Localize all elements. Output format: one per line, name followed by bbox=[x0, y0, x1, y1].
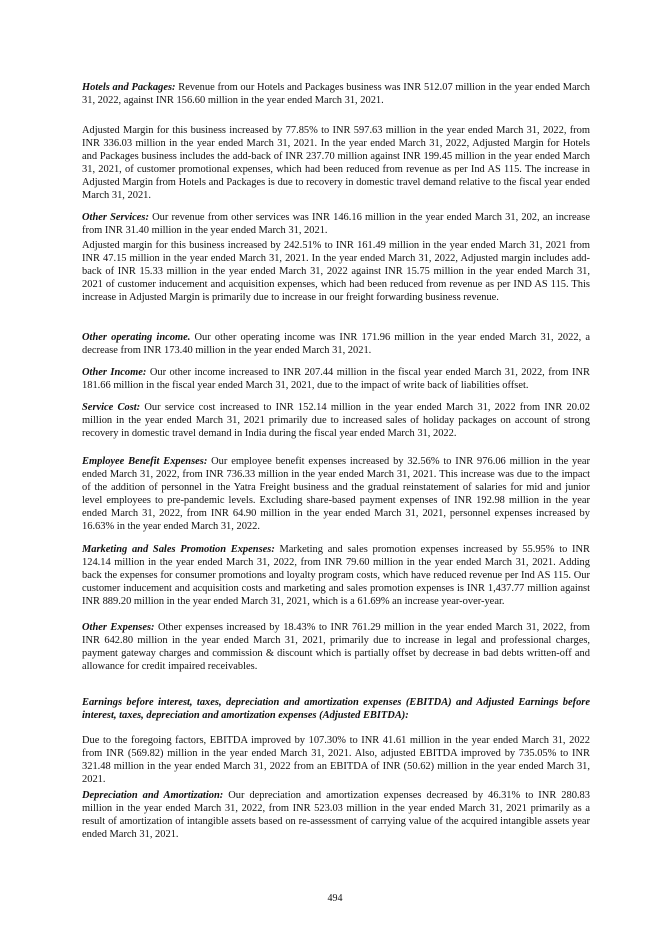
paragraph-lead: Other Expenses: bbox=[82, 622, 155, 633]
paragraph-lead: Hotels and Packages: bbox=[82, 82, 176, 93]
paragraph-lead: Depreciation and Amortization: bbox=[82, 790, 224, 801]
paragraph-body: Marketing and sales promotion expenses increased by 55.95% to INR 124.14 million in the year ended March 31, 2022, from INR 79.60 million in the year ended March 31, 2021. Adding back the expenses for consumer promotions and loyalty program costs, which have reduced revenue per Ind AS 115. Our customer inducement and acquisition costs and marketing and sales promotion expenses is INR 1,437.77 million against INR 889.20 million in the year ended March 31, 2021, which is a 61.69% an increase year-over-year. bbox=[82, 544, 590, 608]
paragraph-lead: Other Services: bbox=[82, 212, 149, 223]
paragraph-other-income bbox=[82, 366, 590, 392]
paragraph-hotels-packages bbox=[82, 81, 590, 107]
paragraph-body: Adjusted Margin for this business increased by 77.85% to INR 597.63 million in the year ended March 31, 2022, from INR 336.03 million in the year ended March 31, 2021. In the year ended March 31, 2022, Adjusted Margin for Hotels and Packages business includes the add-back of INR 237.70 million against INR 199.45 million in the year ended March 31, 2021, of customer promotional expenses, which had been reduced from revenue as per Ind AS 115. The increase in Adjusted Margin from Hotels and Packages is due to recovery in domestic travel demand relative to the fiscal year ended March 31, 2021. bbox=[82, 125, 590, 202]
paragraph-lead: Marketing and Sales Promotion Expenses: bbox=[82, 544, 275, 555]
paragraph-other-services-adjusted-margin bbox=[82, 239, 590, 304]
paragraph-depreciation bbox=[82, 789, 590, 841]
paragraph-body: Our service cost increased to INR 152.14 million in the year ended March 31, 2022 from INR 20.02 million in the year ended March 31, 2021 primarily due to increased sales of holiday packages on account of strong recovery in domestic travel demand in India during the fiscal year ended March 31, 2022. bbox=[82, 402, 590, 440]
paragraph-lead: Service Cost: bbox=[82, 402, 141, 413]
paragraph-other-services bbox=[82, 211, 590, 237]
paragraph-body: Our revenue from other services was INR 146.16 million in the year ended March 31, 202, an increase from INR 31.40 million in the year ended March 31, 2021. bbox=[82, 212, 590, 237]
paragraph-other-operating-income bbox=[82, 331, 590, 357]
heading-text: Earnings before interest, taxes, depreciation and amortization expenses (EBITDA) and Adjusted Earnings before interest, taxes, depreciation and amortization expenses (Adjusted EBITDA): bbox=[82, 697, 590, 722]
paragraph-lead: Other Income: bbox=[82, 367, 147, 378]
paragraph-ebitda bbox=[82, 734, 590, 786]
paragraph-service-cost bbox=[82, 401, 590, 440]
page-number: 494 bbox=[327, 893, 343, 904]
paragraph-body: Our other income increased to INR 207.44 million in the fiscal year ended March 31, 2022, from INR 181.66 million in the fiscal year ended March 31, 2021, due to the impact of write back of liabilities offset. bbox=[82, 367, 590, 392]
paragraph-lead: Other operating income. bbox=[82, 332, 191, 343]
paragraph-hotels-adjusted-margin bbox=[82, 124, 590, 203]
paragraph-body: Our employee benefit expenses increased by 32.56% to INR 976.06 million in the year ended March 31, 2022, from INR 736.33 million in the year ended March 31, 2021. This increase was due to the impact of the addition of personnel in the Yatra Freight business and the gradual reinstatement of salaries for mid and junior level employees to pre-pandemic levels. Excluding share-based payment expenses of INR 192.98 million in the year ended March 31, 2022, from INR 64.90 million in the year ended March 31, 2021, personnel expenses increased by 16.63% in the year ended March 31, 2022. bbox=[82, 456, 590, 533]
paragraph-body: Due to the foregoing factors, EBITDA improved by 107.30% to INR 41.61 million in the year ended March 31, 2022 from INR (569.82) million in the year ended March 31, 2021. Also, adjusted EBITDA improved by 735.05% to INR 321.48 million in the year ended March 31, 2022 from an EBITDA of INR (50.62) million in the year ended March 31, 2021. bbox=[82, 735, 590, 786]
paragraph-marketing bbox=[82, 543, 590, 608]
paragraph-employee-benefit bbox=[82, 455, 590, 534]
paragraph-lead: Employee Benefit Expenses: bbox=[82, 456, 208, 467]
paragraph-other-expenses bbox=[82, 621, 590, 673]
paragraph-body: Our other operating income was INR 171.96 million in the year ended March 31, 2022, a decrease from INR 173.40 million in the year ended March 31, 2021. bbox=[82, 332, 590, 357]
section-heading-ebitda bbox=[82, 696, 590, 722]
paragraph-body: Revenue from our Hotels and Packages business was INR 512.07 million in the year ended March 31, 2022, against INR 156.60 million in the year ended March 31, 2021. bbox=[82, 82, 590, 107]
paragraph-body: Other expenses increased by 18.43% to INR 761.29 million in the year ended March 31, 2022, from INR 642.80 million in the year ended March 31, 2021, primarily due to increase in legal and professional charges, payment gateway charges and commission & discount which is partially offset by decrease in bad debts written-off and allowance for credit impaired receivables. bbox=[82, 622, 590, 673]
paragraph-body: Our depreciation and amortization expenses decreased by 46.31% to INR 280.83 million in the year ended March 31, 2022, from INR 523.03 million in the year ended March 31, 2021 primarily as a result of amortization of intangible assets based on re-assessment of carrying value of the acquired intangible assets year ended March 31, 2021. bbox=[82, 790, 590, 841]
paragraph-body: Adjusted margin for this business increased by 242.51% to INR 161.49 million in the year ended March 31, 2021 from INR 47.15 million in the year ended March 31, 2021. In the year ended March 31, 2022, Adjusted margin includes add-back of INR 15.33 million in the year ended March 31, 2022 against INR 15.75 million in the year ended March 31, 2021 of customer inducement and acquisition expenses, which had been reduced from revenue as per IND AS 115. This increase in Adjusted Margin is primarily due to increase in our freight forwarding business revenue. bbox=[82, 240, 590, 304]
